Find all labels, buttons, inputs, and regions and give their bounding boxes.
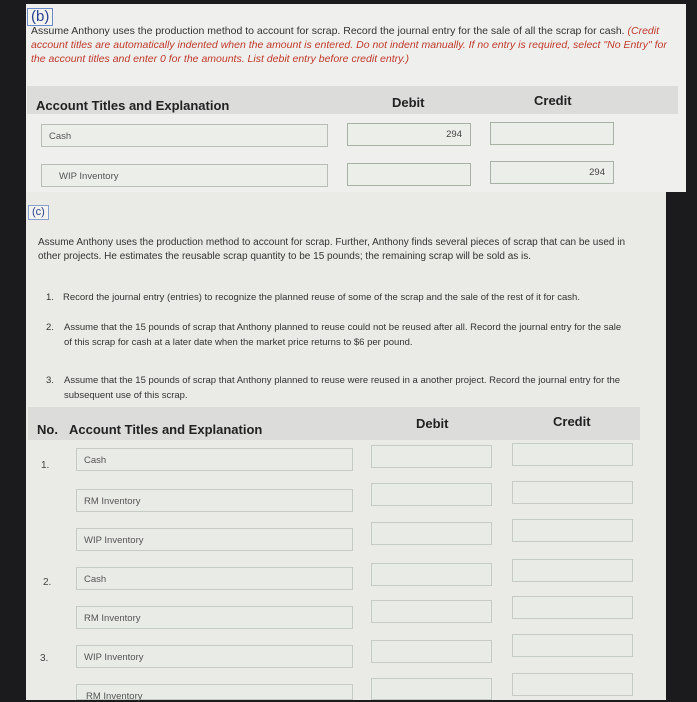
part-c-item-2 xyxy=(46,320,636,348)
b-row1-debit-field[interactable]: 294 xyxy=(347,123,471,146)
part-b-label: (b) xyxy=(27,8,53,26)
part-b-header-debit: Debit xyxy=(392,95,425,110)
part-c-header-no: No. xyxy=(37,422,58,437)
part-b-instructions xyxy=(31,24,681,66)
part-c-item-1-num: 1. xyxy=(46,292,54,303)
b-row2-credit-field[interactable]: 294 xyxy=(490,161,614,184)
c-row7-account-field[interactable]: RM Inventory xyxy=(76,684,353,700)
c-row4-credit-field[interactable] xyxy=(512,559,633,582)
c-row1-credit-field[interactable] xyxy=(512,443,633,466)
b-row1-account-field[interactable]: Cash xyxy=(41,124,328,147)
part-c-item-1-text: Record the journal entry (entries) to recognize the planned reuse of some of the scrap and the sale of the rest of it for cash. xyxy=(63,292,580,303)
part-c-item-3-text: Assume that the 15 pounds of scrap that Anthony planned to reuse were reused in a another project. Record the journal entry for the subsequent use of this scrap. xyxy=(64,375,621,401)
b-row1-credit-field[interactable] xyxy=(490,122,614,145)
c-row1-number: 1. xyxy=(41,460,50,471)
c-row2-debit-field[interactable] xyxy=(371,483,492,506)
c-row4-account-field[interactable]: Cash xyxy=(76,567,353,590)
part-b-header-account: Account Titles and Explanation xyxy=(36,98,230,113)
c-row6-account-field[interactable]: WIP Inventory xyxy=(76,645,353,668)
c-row6-number: 3. xyxy=(40,653,49,664)
part-c-header-credit: Credit xyxy=(553,414,591,429)
b-row2-debit-field[interactable] xyxy=(347,163,471,186)
part-c-item-2-text: Assume that the 15 pounds of scrap that Anthony planned to reuse could not be reused after all. Record the journal entry for the sale of this scrap for cash at a later date when the market price returns to $6 per pound. xyxy=(64,322,622,348)
c-row5-credit-field[interactable] xyxy=(512,596,633,619)
part-c-item-3-num: 3. xyxy=(46,375,54,386)
c-row7-credit-field[interactable] xyxy=(512,673,633,696)
c-row1-account-field[interactable]: Cash xyxy=(76,448,353,471)
part-c-item-3 xyxy=(46,373,636,401)
part-c-header-debit: Debit xyxy=(416,416,449,431)
part-c-item-1 xyxy=(46,290,636,305)
c-row5-account-field[interactable]: RM Inventory xyxy=(76,606,353,629)
c-row4-debit-field[interactable] xyxy=(371,563,492,586)
c-row2-credit-field[interactable] xyxy=(512,481,633,504)
part-b-instruction-text: Assume Anthony uses the production method to account for scrap. Record the journal entry for the sale of all the scrap for cash. xyxy=(31,25,625,37)
b-row2-account-field[interactable]: WIP Inventory xyxy=(41,164,328,187)
part-c-intro: Assume Anthony uses the production method to account for scrap. Further, Anthony finds several pieces of scrap that can be used in other projects. He estimates the reusable scrap quantity to be 15 pounds; the remaining scrap will be sold as is. xyxy=(38,237,626,262)
c-row4-number: 2. xyxy=(43,577,52,588)
part-b-instruction-note: (Credit account titles are automatically indented when the amount is entered. Do not indent manually. If no entry is required, select "No Entry" for the account titles and enter 0 for the amounts. List debit entry before credit entry.) xyxy=(31,25,667,65)
part-c-label: (c) xyxy=(28,205,49,220)
c-row3-credit-field[interactable] xyxy=(512,519,633,542)
part-c-item-2-num: 2. xyxy=(46,322,54,333)
c-row5-debit-field[interactable] xyxy=(371,600,492,623)
part-b-header-credit: Credit xyxy=(534,93,572,108)
c-row3-account-field[interactable]: WIP Inventory xyxy=(76,528,353,551)
part-c-header-account: Account Titles and Explanation xyxy=(69,422,263,437)
c-row6-debit-field[interactable] xyxy=(371,640,492,663)
c-row2-account-field[interactable]: RM Inventory xyxy=(76,489,353,512)
c-row1-debit-field[interactable] xyxy=(371,445,492,468)
c-row3-debit-field[interactable] xyxy=(371,522,492,545)
c-row6-credit-field[interactable] xyxy=(512,634,633,657)
c-row7-debit-field[interactable] xyxy=(371,678,492,700)
